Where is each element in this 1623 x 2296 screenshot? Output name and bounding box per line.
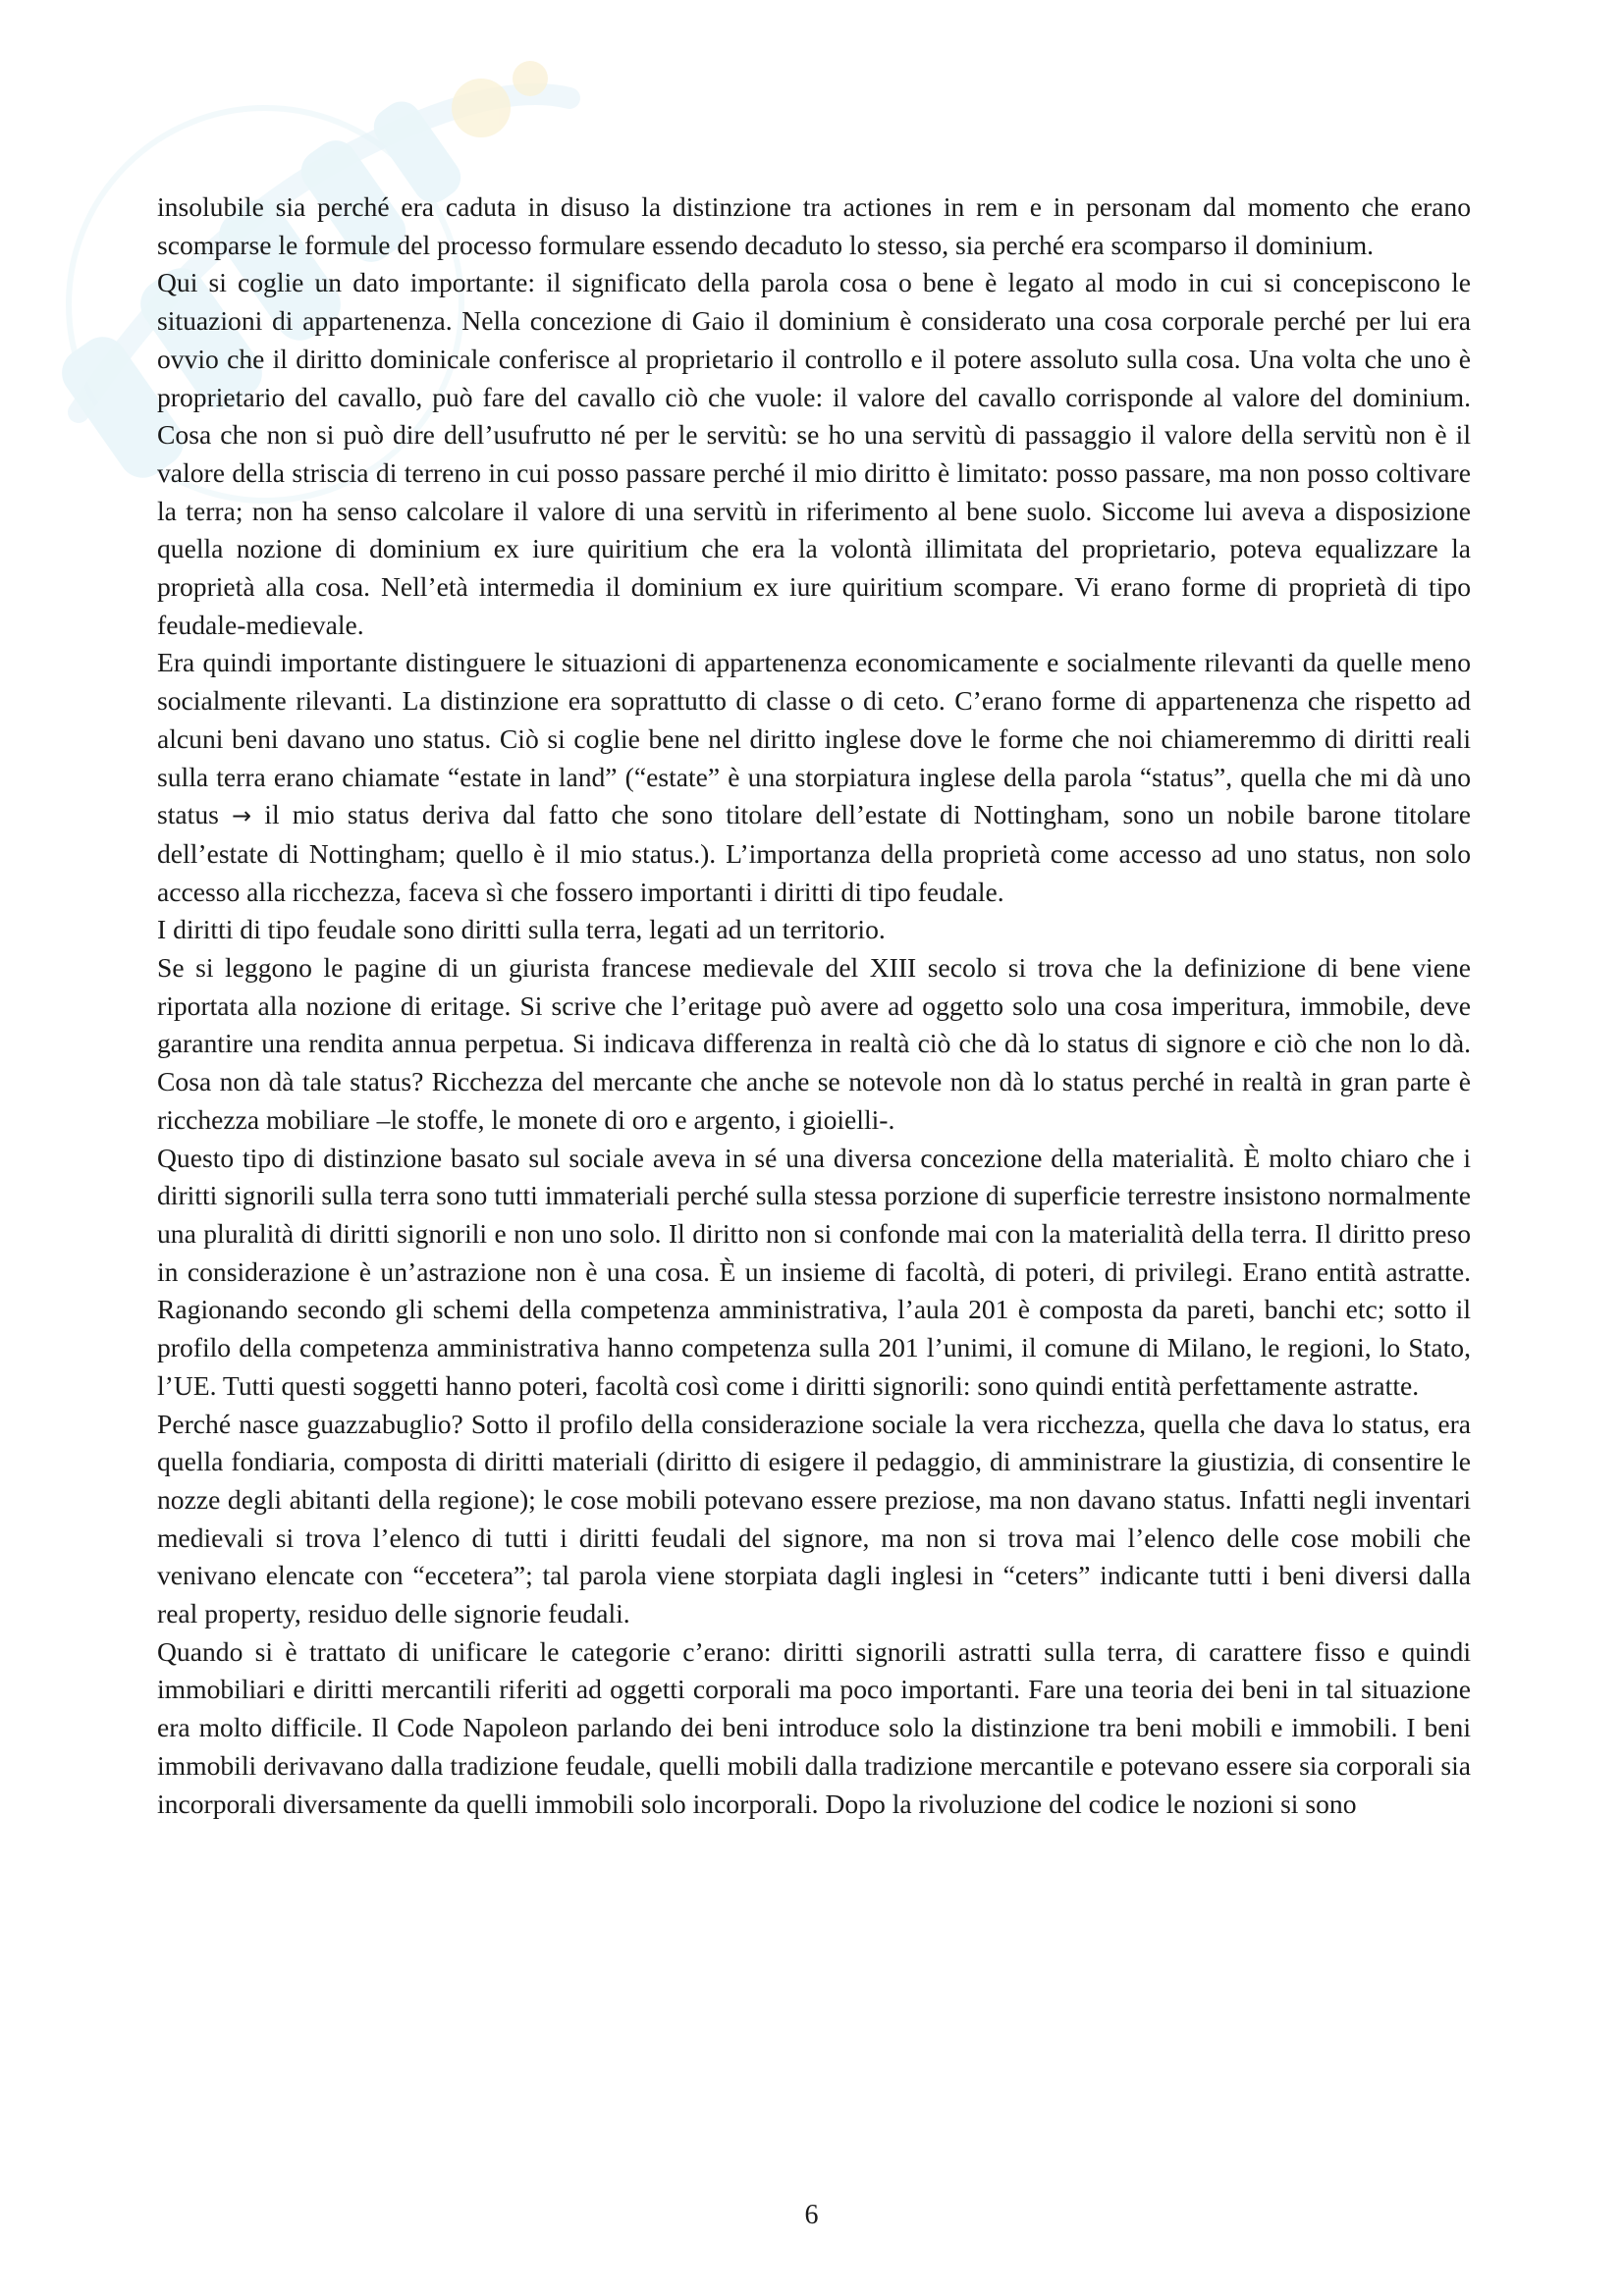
paragraph: Quando si è trattato di unificare le categorie c’erano: diritti signorili astratti sulla terra, di carattere fisso e quindi immobiliari e diritti mercantili riferiti ad oggetti corporali ma poco importanti. Fare una teoria dei beni in tal situazione era molto difficile. Il Code Napoleon parlando dei beni introduce solo la distinzione tra beni mobili e immobili. I beni immobili derivavano dalla tradizione feudale, quelli mobili dalla tradizione mercantile e potevano essere sia corporali sia incorporali diversamente da quelli immobili solo incorporali. Dopo la rivoluzione del codice le nozioni si sono bbox=[157, 1635, 1471, 1819]
paragraph: insolubile sia perché era caduta in disuso la distinzione tra actiones in rem e in personam dal momento che erano scomparse le formule del processo formulare essendo decaduto lo stesso, sia perché era scomparso il dominium. bbox=[157, 191, 1471, 260]
right-arrow-icon: → bbox=[232, 802, 252, 830]
paragraph bbox=[157, 644, 1471, 911]
paragraph: Se si leggono le pagine di un giurista francese medievale del XIII secolo si trova che la definizione di bene viene riportata alla nozione di eritage. Si scrive che l’eritage può avere ad oggetto solo una cosa imperitura, immobile, deve garantire una rendita annua perpetua. Si indicava differenza in realtà ciò che dà lo status di signore e ciò che non lo dà. Cosa non dà tale status? Ricchezza del mercante che anche se notevole non dà lo status perché in realtà in gran parte è ricchezza mobiliare –le stoffe, le monete di oro e argento, i gioielli-. bbox=[157, 952, 1471, 1135]
page-number: 6 bbox=[804, 2200, 819, 2230]
paragraph: Questo tipo di distinzione basato sul sociale aveva in sé una diversa concezione della materialità. È molto chiaro che i diritti signorili sulla terra sono tutti immateriali perché sulla stessa porzione di superficie terrestre insistono normalmente una pluralità di diritti signorili e non uno solo. Il diritto non si confonde mai con la materialità della terra. Il diritto preso in considerazione è un’astrazione non è una cosa. È un insieme di facoltà, di poteri, di privilegi. Erano entità astratte. Ragionando secondo gli schemi della competenza amministrativa, l’aula 201 è composta da pareti, banchi etc; sotto il profilo della competenza amministrativa hanno competenza sulla 201 l’unimi, il comune di Milano, le regioni, lo Stato, l’UE. Tutti questi soggetti hanno poteri, facoltà così come i diritti signorili: sono quindi entità perfettamente astratte. bbox=[157, 1142, 1471, 1401]
paragraph-text: Era quindi importante distinguere le situazioni di appartenenza economicamente e socialmente rilevanti da quelle meno socialmente rilevanti. La distinzione era soprattutto di classe o di ceto. C’erano forme di appartenenza che rispetto ad alcuni beni davano uno status. Ciò si coglie bene nel diritto inglese dove le forme che noi chiameremmo di diritti reali sulla terra erano chiamate “estate in land” (“estate” è una storpiatura inglese della parola “status”, quella che mi dà uno status bbox=[157, 647, 1471, 830]
paragraph-text: il mio status deriva dal fatto che sono titolare dell’estate di Nottingham, sono un nobile barone titolare dell’estate di Nottingham; quello è il mio status.). L’importanza della proprietà come accesso ad uno status, non solo accesso alla ricchezza, faceva sì che fossero importanti i diritti di tipo feudale. bbox=[157, 799, 1471, 907]
paragraph: Perché nasce guazzabuglio? Sotto il profilo della considerazione sociale la vera ricchezza, quella che dava lo status, era quella fondiaria, composta di diritti materiali (diritto di esigere il pedaggio, di amministrare la giustizia, di consentire le nozze degli abitanti della regione); le cose mobili potevano essere preziose, ma non davano status. Infatti negli inventari medievali si trova l’elenco di tutti i diritti feudali del signore, ma non si trova mai l’elenco delle cose mobili che venivano elencate con “eccetera”; tal parola viene storpiata dagli inglesi in “ceters” indicante tutti i beni diversi dalla real property, residuo delle signorie feudali. bbox=[157, 1408, 1471, 1629]
paragraph: I diritti di tipo feudale sono diritti sulla terra, legati ad un territorio. bbox=[157, 914, 886, 945]
paragraph: Qui si coglie un dato importante: il significato della parola cosa o bene è legato al modo in cui si concepiscono le situazioni di appartenenza. Nella concezione di Gaio il dominium è considerato una cosa corporale perché per lui era ovvio che il diritto dominicale conferisce al proprietario il controllo e il potere assoluto sulla cosa. Una volta che uno è proprietario del cavallo, può fare del cavallo ciò che vuole: il valore del cavallo corrisponde al valore del dominium. Cosa che non si può dire dell’usufrutto né per le servitù: se ho una servitù di passaggio il valore della servitù non è il valore della striscia di terreno in cui posso passare perché il mio diritto è limitato: posso passare, ma non posso coltivare la terra; non ha senso calcolare il valore di una servitù in riferimento al bene suolo. Siccome lui aveva a disposizione quella nozione di dominium ex iure quiritium che era la volontà illimitata del proprietario, poteva equalizzare la proprietà alla cosa. Nell’età intermedia il dominium ex iure quiritium scompare. Vi erano forme di proprietà di tipo feudale-medievale. bbox=[157, 267, 1471, 640]
document-body bbox=[157, 188, 1471, 1823]
